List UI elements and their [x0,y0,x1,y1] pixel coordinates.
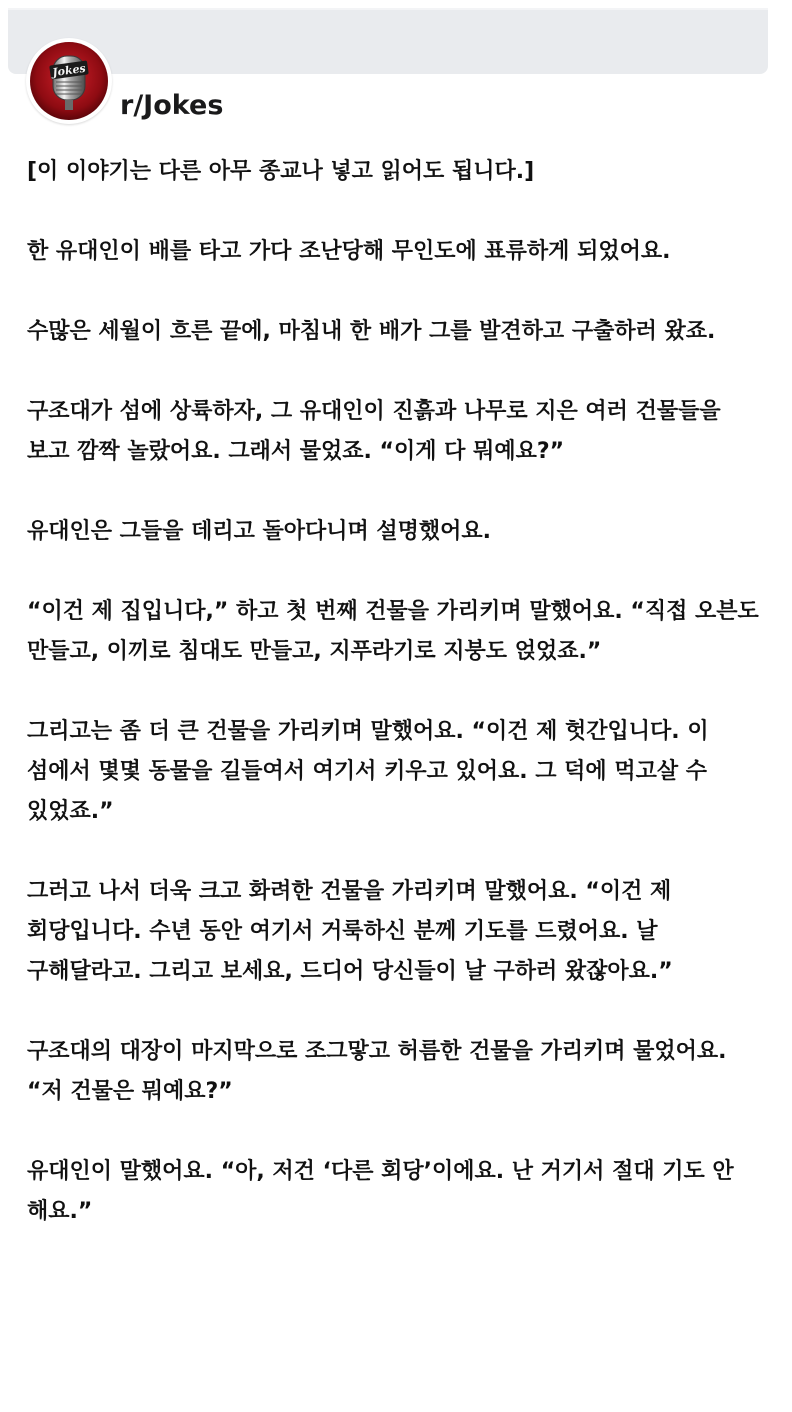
post-paragraph: 그러고 나서 더욱 크고 화려한 건물을 가리키며 말했어요. “이건 제 회당입니다. 수년 동안 여기서 거룩하신 분께 기도를 드렸어요. 날 구해달라고. 그리고 보세요, 드디어 당신들이 날 구하러 왔잖아요.” [27,879,673,984]
post-paragraph: 유대인은 그들을 데리고 돌아다니며 설명했어요. [27,519,492,544]
post-body [27,152,765,1272]
subreddit-name[interactable]: r/Jokes [120,90,224,121]
post-paragraph: “이건 제 집입니다,” 하고 첫 번째 건물을 가리키며 말했어요. “직접 오븐도 만들고, 이끼로 침대도 만들고, 지푸라기로 지붕도 얹었죠.” [27,599,759,664]
post-paragraph: 그리고는 좀 더 큰 건물을 가리키며 말했어요. “이건 제 헛간입니다. 이 섬에서 몇몇 동물을 길들여서 여기서 키우고 있어요. 그 덕에 먹고살 수 있었죠.” [27,719,709,824]
svg-text:Jokes: Jokes [51,61,87,80]
post-paragraph: [이 이야기는 다른 아무 종교나 넣고 읽어도 됩니다.] [27,159,535,184]
post-paragraph: 유대인이 말했어요. “아, 저건 ‘다른 회당’이에요. 난 거기서 절대 기도 안 해요.” [27,1159,734,1224]
jokes-microphone-icon [30,42,108,120]
post-paragraph: 구조대가 섬에 상륙하자, 그 유대인이 진흙과 나무로 지은 여러 건물들을 보고 깜짝 놀랐어요. 그래서 물었죠. “이게 다 뭐예요?” [27,399,721,464]
post-paragraph: 한 유대인이 배를 타고 가다 조난당해 무인도에 표류하게 되었어요. [27,239,671,264]
post-paragraph: 구조대의 대장이 마지막으로 조그맣고 허름한 건물을 가리키며 물었어요. “저 건물은 뭐예요?” [27,1039,727,1104]
subreddit-avatar[interactable] [26,38,112,124]
post-paragraph: 수많은 세월이 흐른 끝에, 마침내 한 배가 그를 발견하고 구출하러 왔죠. [27,319,716,344]
header-banner [8,8,768,74]
